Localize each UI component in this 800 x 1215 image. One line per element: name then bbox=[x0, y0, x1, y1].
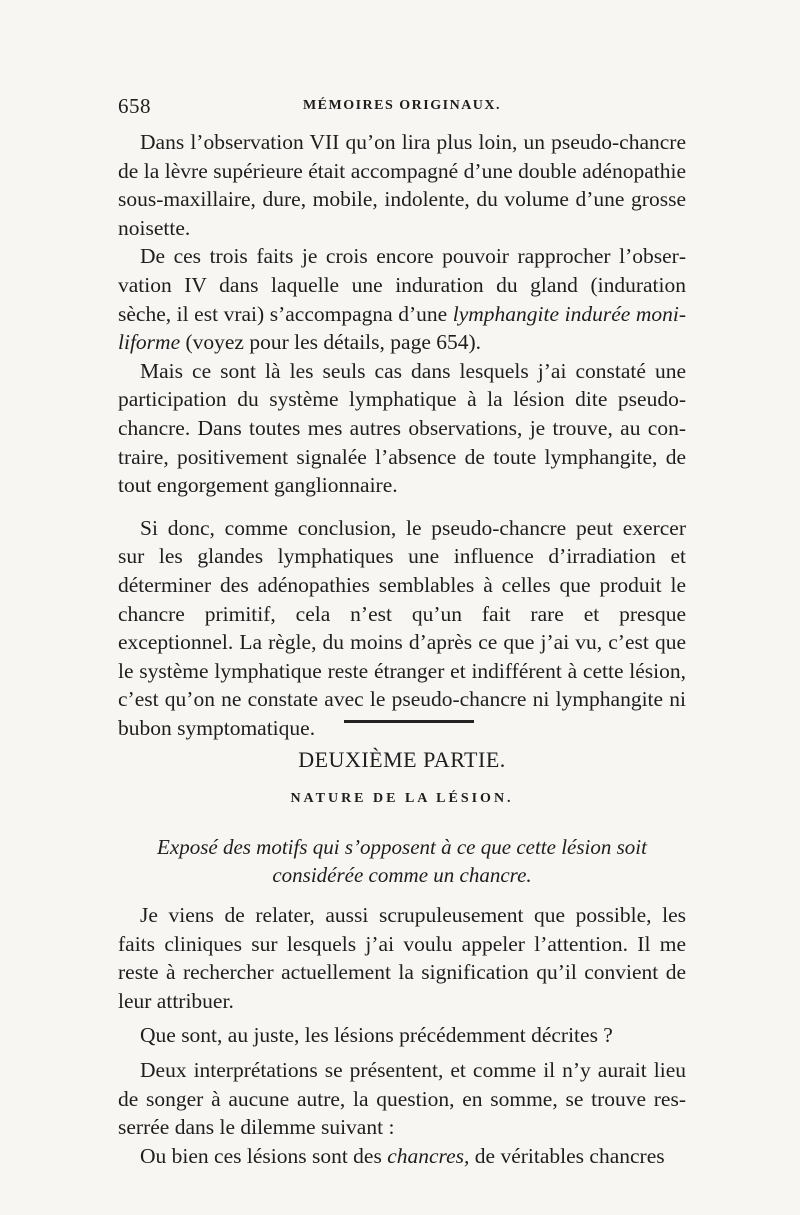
part-heading: DEUXIÈME PARTIE. bbox=[298, 747, 506, 772]
page-number: 658 bbox=[118, 94, 151, 118]
body-text-part-two bbox=[118, 901, 686, 1170]
paragraph-text: de véritables chancres bbox=[469, 1143, 665, 1168]
paragraph: Mais ce sont là les seuls cas dans lesquels j’ai constaté une participation du système lymphatique à la lésion dite pseudo-chancre. Dans toutes mes autres observations, je trouve, au contraire, positivement signalée l’absence de toute lymphangite, de tout engorgement ganglionnaire. bbox=[118, 358, 686, 498]
italic-term: lymphangite indurée moniliforme bbox=[118, 301, 686, 355]
body-text-part-one bbox=[118, 128, 686, 742]
paragraph bbox=[118, 1142, 686, 1171]
section-divider bbox=[344, 720, 474, 723]
paragraph: Deux interprétations se présentent, et comme il n’y aurait lieu de songer à aucune autre, la question, en somme, se trouve resserrée dans le dilemme suivant : bbox=[118, 1057, 686, 1140]
paragraph: Si donc, comme conclusion, le pseudo-chancre peut exercer sur les glandes lymphatiques une influence d’irradiation et déterminer des adénopathies semblables à celles que produit le chancre primitif, cela n’est qu’un fait rare et presque exceptionnel. La règle, du moins d’après ce que j’ai vu, c’est que le système lymphatique reste étranger et indifférent à cette lésion, c’est qu’on ne constate avec le pseudo-chancre ni lymphangite ni bubon symptomatique. bbox=[118, 515, 686, 740]
paragraph: Je viens de relater, aussi scrupuleusement que possible, les faits cliniques sur lesquels j’ai voulu appeler l’attention. Il me reste à rechercher actuellement la signification qu’il convient de leur attribuer. bbox=[118, 903, 686, 1013]
paragraph bbox=[118, 242, 686, 356]
paragraph-text: Ou bien ces lésions sont des bbox=[140, 1143, 388, 1168]
page-header bbox=[118, 94, 686, 124]
section-title: Exposé des motifs qui s’opposent à ce que cette lésion soit considérée comme un chancre. bbox=[157, 835, 647, 887]
italic-term: chancres, bbox=[387, 1143, 470, 1168]
chapter-subheading: NATURE DE LA LÉSION. bbox=[290, 791, 514, 806]
paragraph-text: De ces trois faits je crois encore pouvoir rapprocher l’observation IV dans laquelle une induration du gland (induration sèche, il est vrai) s’accompagna d’une bbox=[118, 244, 686, 326]
paragraph: Que sont, au juste, les lésions précédemment décrites ? bbox=[140, 1023, 613, 1048]
paragraph: Dans l’observation VII qu’on lira plus loin, un pseudo-chancre de la lèvre supérieure était accompagné d’une double adénopathie sous-maxillaire, dure, mobile, indolente, du volume d’une grosse noisette. bbox=[118, 130, 686, 240]
paragraph-text: (voyez pour les détails, page 654). bbox=[180, 330, 482, 355]
running-head: MÉMOIRES ORIGINAUX. bbox=[302, 98, 502, 113]
